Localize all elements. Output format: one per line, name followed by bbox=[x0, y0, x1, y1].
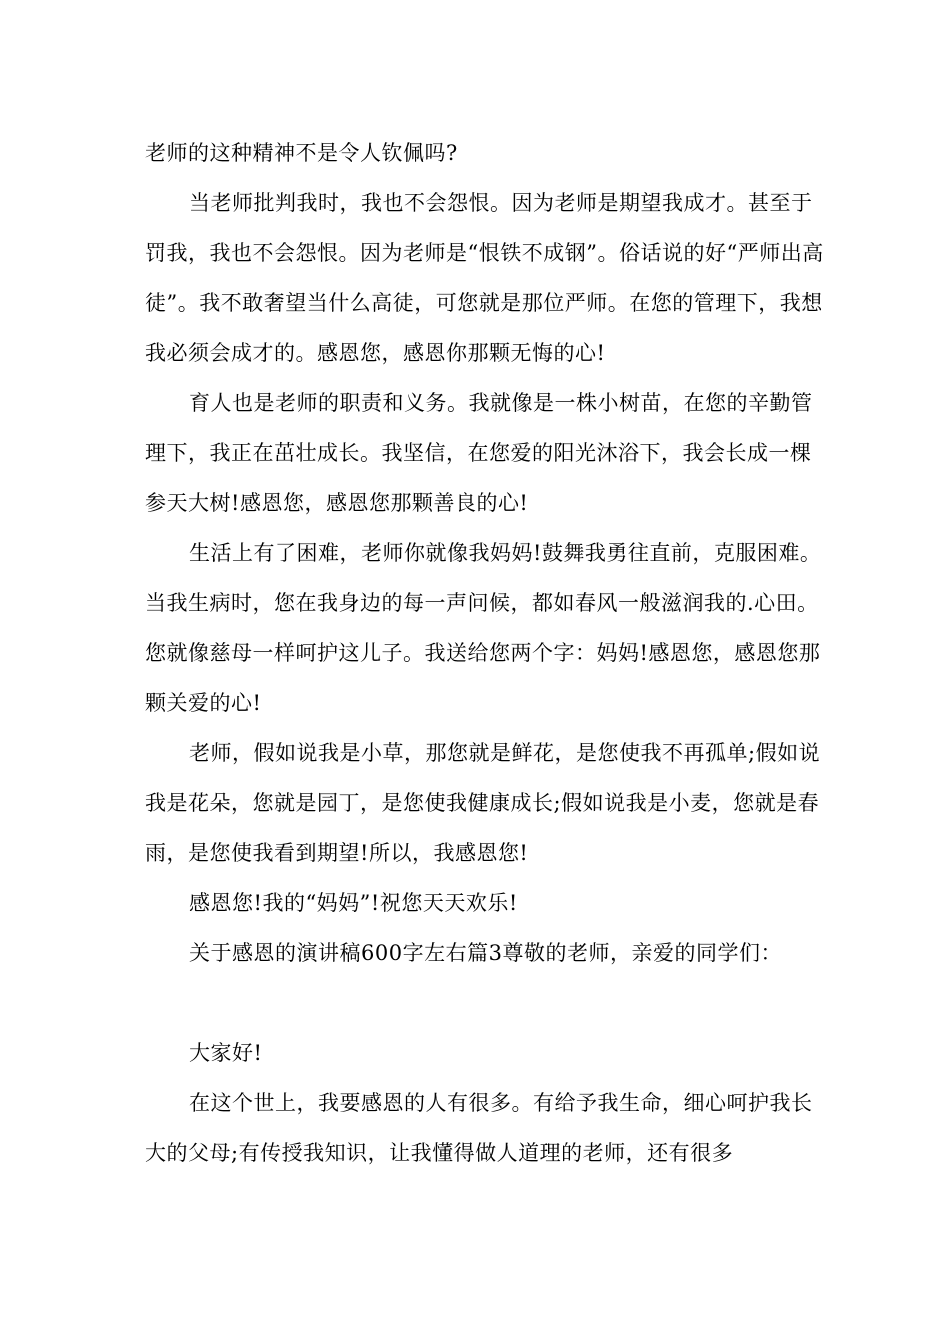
paragraph-9: 在这个世上，我要感恩的人有很多。有给予我生命，细心呵护我长大的父母;有传授我知识，让我懂得做人道理的老师，还有很多 bbox=[145, 1091, 813, 1165]
greeting: 大家好! bbox=[189, 1041, 263, 1065]
paragraph-1: 老师的这种精神不是令人钦佩吗? bbox=[145, 141, 458, 165]
paragraph-3: 育人也是老师的职责和义务。我就像是一株小树苗，在您的辛勤管理下，我正在茁壮成长。我坚信，在您爱的阳光沐浴下，我会长成一棵参天大树!感恩您，感恩您那颗善良的心! bbox=[145, 391, 813, 515]
paragraph-5: 老师，假如说我是小草，那您就是鲜花，是您使我不再孤单;假如说我是花朵，您就是园丁，是您使我健康成长;假如说我是小麦，您就是春雨，是您使我看到期望!所以，我感恩您! bbox=[145, 741, 821, 865]
paragraph-2: 当老师批判我时，我也不会怨恨。因为老师是期望我成才。甚至于罚我，我也不会怨恨。因为老师是“恨铁不成钢”。俗话说的好“严师出高徒”。我不敢奢望当什么高徒，可您就是那位严师。在您的管理下，我想我必须会成才的。感恩您，感恩你那颗无悔的心! bbox=[145, 191, 824, 365]
document-body bbox=[145, 128, 825, 1178]
paragraph-6: 感恩您!我的“妈妈”!祝您天天欢乐! bbox=[189, 891, 518, 915]
paragraph-4: 生活上有了困难，老师你就像我妈妈!鼓舞我勇往直前，克服困难。当我生病时，您在我身边的每一声问候，都如春风一般滋润我的.心田。您就像慈母一样呵护这儿子。我送给您两个字：妈妈!感恩您，感恩您那颗关爱的心! bbox=[145, 541, 822, 715]
section-heading: 关于感恩的演讲稿600字左右篇3尊敬的老师，亲爱的同学们： bbox=[189, 941, 782, 965]
